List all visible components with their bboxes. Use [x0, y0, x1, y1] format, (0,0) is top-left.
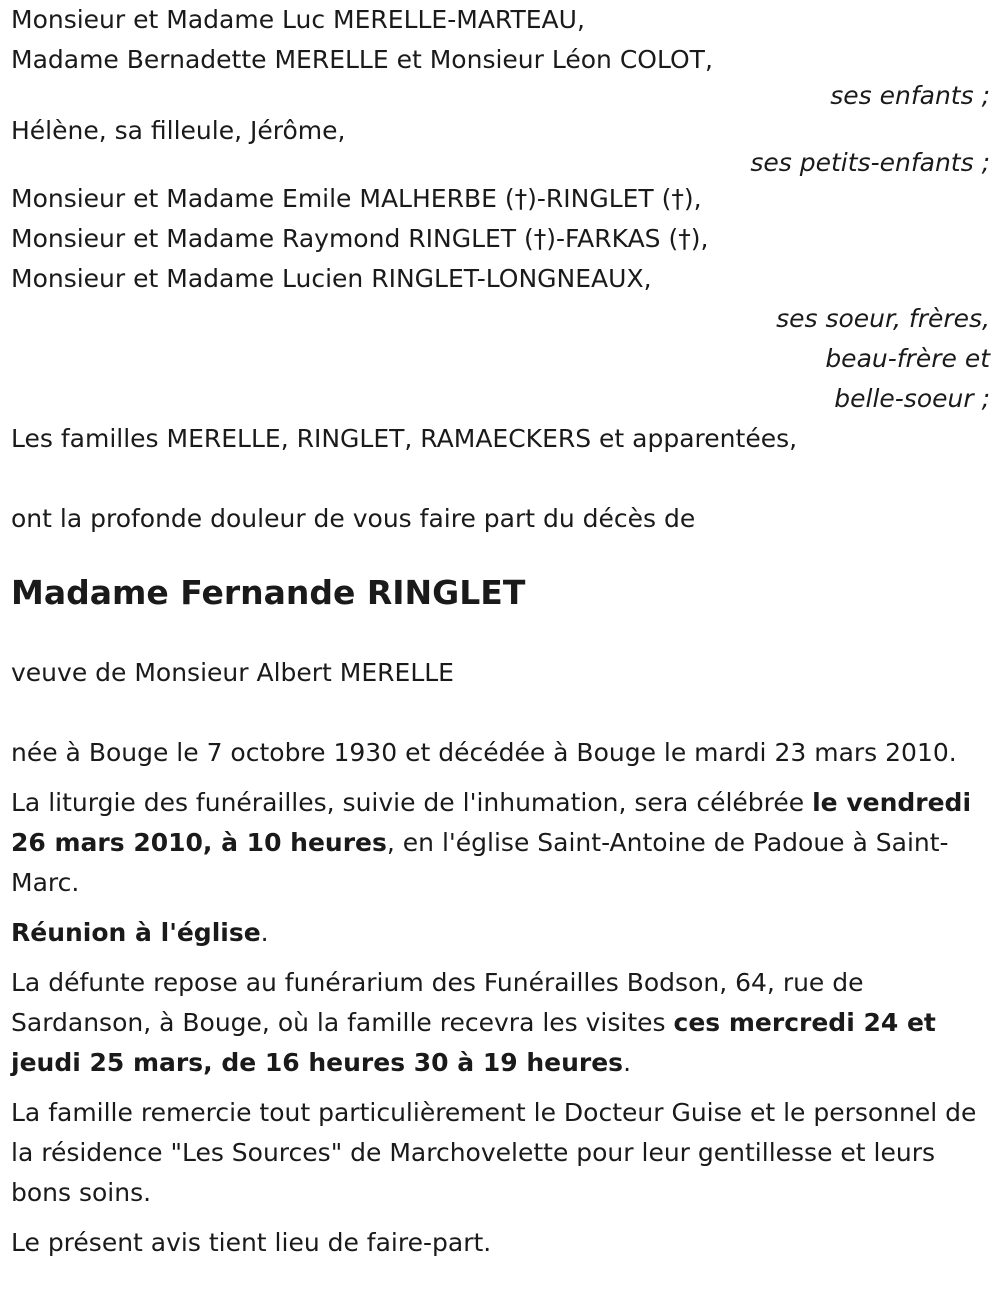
visitation-intro: La défunte repose au funérarium des Funérailles Bodson, 64, rue de Sardanson, à Bouge, où la famille recevra les visites [11, 968, 864, 1037]
funeral-place: , en l'église Saint-Antoine de Padoue à Saint-Marc. [11, 828, 949, 897]
siblings-role-line-2: beau-frère et [825, 344, 990, 373]
funeral-date-time: le vendredi 26 mars 2010, à 10 heures [11, 788, 972, 857]
family-children-line-1: Monsieur et Madame Luc MERELLE-MARTEAU, [11, 5, 585, 34]
widow-of: veuve de Monsieur Albert MERELLE [11, 658, 454, 687]
sibling-line-2: Monsieur et Madame Raymond RINGLET (†)-FARKAS (†), [11, 224, 709, 253]
birth-death: née à Bouge le 7 octobre 1930 et décédée à Bouge le mardi 23 mars 2010. [11, 738, 957, 767]
meeting-paragraph [11, 913, 990, 953]
funeral-paragraph [11, 783, 990, 903]
announcement: ont la profonde douleur de vous faire part du décès de [11, 504, 696, 533]
meeting-end: . [260, 918, 269, 947]
closing-paragraph: Le présent avis tient lieu de faire-part. [11, 1228, 492, 1257]
sibling-line-1: Monsieur et Madame Emile MALHERBE (†)-RINGLET (†), [11, 184, 702, 213]
funeral-intro: La liturgie des funérailles, suivie de l'inhumation, sera célébrée [11, 788, 813, 817]
family-children-line-2: Madame Bernadette MERELLE et Monsieur Léon COLOT, [11, 45, 713, 74]
visitation-paragraph [11, 963, 990, 1083]
siblings-role-line-3: belle-soeur ; [834, 384, 990, 413]
grandchildren-role: ses petits-enfants ; [750, 148, 990, 177]
grandchildren: Hélène, sa filleule, Jérôme, [11, 116, 346, 145]
thanks-paragraph: La famille remercie tout particulièrement le Docteur Guise et le personnel de la résidence "Les Sources" de Marchovelette pour leur gentillesse et leurs bons soins. [11, 1098, 977, 1207]
meeting-text: Réunion à l'église [11, 918, 261, 947]
families-line: Les familles MERELLE, RINGLET, RAMAECKERS et apparentées, [11, 424, 798, 453]
sibling-line-3: Monsieur et Madame Lucien RINGLET-LONGNEAUX, [11, 264, 652, 293]
deceased-name: Madame Fernande RINGLET [11, 573, 526, 612]
siblings-role-line-1: ses soeur, frères, [776, 304, 990, 333]
visitation-dates: ces mercredi 24 et jeudi 25 mars, de 16 heures 30 à 19 heures [11, 1008, 936, 1077]
visitation-end: . [623, 1048, 632, 1077]
children-role: ses enfants ; [830, 81, 990, 110]
